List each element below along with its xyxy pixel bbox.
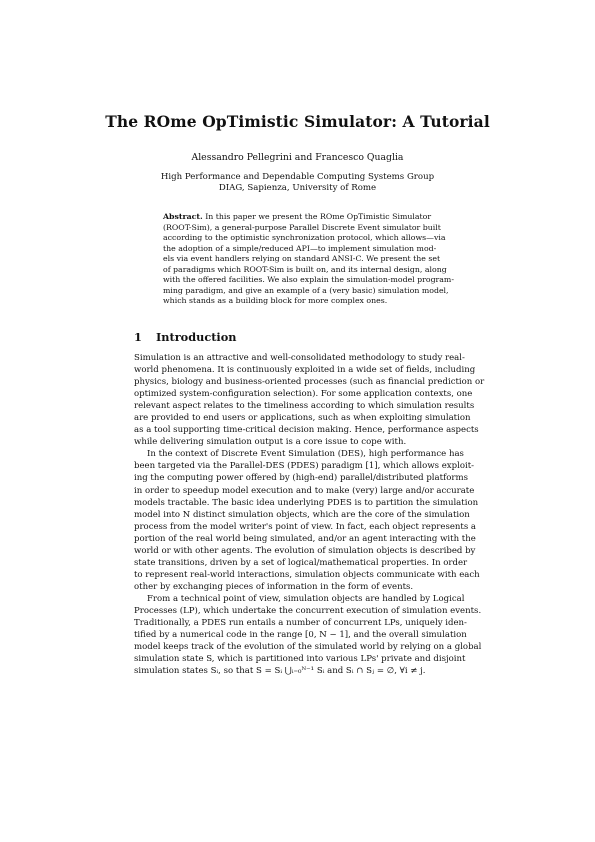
body-line: physics, biology and business-oriented processes (such as financial prediction or <box>134 377 485 388</box>
paper-affiliation <box>0 172 595 194</box>
section-title: Introduction <box>156 330 237 344</box>
body-line: are provided to end users or applications, such as when exploiting simulation <box>134 413 471 424</box>
body-line: portion of the real world being simulated, and/or an agent interacting with the <box>134 533 476 544</box>
abstract-label: Abstract. <box>163 212 203 221</box>
body-line: state transitions, driven by a set of logical/mathematical properties. In order <box>134 557 468 568</box>
body-line: From a technical point of view, simulation objects are handled by Logical <box>147 593 465 604</box>
paper-authors: Alessandro Pellegrini and Francesco Quaglia <box>191 152 404 163</box>
body-line: simulation state S, which is partitioned into various LPs' private and disjoint <box>134 654 466 665</box>
abstract-line: according to the optimistic synchronization protocol, which allows—via <box>163 233 446 242</box>
body-line: as a tool supporting time-critical decision making. Hence, performance aspects <box>134 425 479 436</box>
body-line: other by exchanging pieces of information in the form of events. <box>134 581 414 592</box>
abstract-line: ming paradigm, and give an example of a (very basic) simulation model, <box>163 285 449 295</box>
paper-title: The ROme OpTimistic Simulator: A Tutorial <box>105 112 490 131</box>
body-line: model into N distinct simulation objects, which are the core of the simulation <box>134 509 470 520</box>
body-line: tified by a numerical code in the range [0, N − 1], and the overall simulation <box>134 630 467 641</box>
affiliation-line: High Performance and Dependable Computing Systems Group <box>160 172 435 182</box>
abstract-line: which stands as a building block for more complex ones. <box>163 296 388 305</box>
body-line: simulation states Sᵢ, so that S = Sᵢ ⋃ᵢ₌₀ᴺ⁻¹ Sᵢ and Sᵢ ∩ Sⱼ = ∅, ∀i ≠ j. <box>134 666 426 677</box>
abstract-line: of paradigms which ROOT-Sim is built on, and its internal design, along <box>163 264 447 274</box>
body-line: optimized system-configuration selection). For some application contexts, one <box>134 389 473 400</box>
body-line: process from the model writer's point of view. In fact, each object represents a <box>134 521 477 532</box>
section-number: 1 <box>134 330 142 344</box>
body-line: in order to speedup model execution and to make (very) large and/or accurate <box>134 485 475 496</box>
abstract-line: Abstract. In this paper we present the ROme OpTimistic Simulator <box>163 212 432 221</box>
body-line: Simulation is an attractive and well-consolidated methodology to study real- <box>134 353 465 363</box>
body-line: Processes (LP), which undertake the concurrent execution of simulation events. <box>134 605 482 616</box>
body-line: world or with other agents. The evolution of simulation objects is described by <box>134 545 476 556</box>
section-heading <box>134 330 464 344</box>
body-line: world phenomena. It is continuously exploited in a wide set of fields, including <box>134 365 476 376</box>
body-line: to represent real-world interactions, simulation objects communicate with each <box>134 569 480 580</box>
body-line: model keeps track of the evolution of the simulated world by relying on a global <box>134 642 482 653</box>
abstract <box>163 212 455 307</box>
body-text <box>134 352 485 677</box>
body-line: ing the computing power offered by (high-end) parallel/distributed platforms <box>134 473 468 484</box>
body-line: In the context of Discrete Event Simulation (DES), high performance has <box>147 449 464 460</box>
abstract-line: with the offered facilities. We also explain the simulation-model program- <box>163 275 454 284</box>
abstract-line: (ROOT-Sim), a general-purpose Parallel Discrete Event simulator built <box>163 222 441 232</box>
body-line: relevant aspect relates to the timeliness according to which simulation results <box>134 401 475 412</box>
body-line: Traditionally, a PDES run entails a number of concurrent LPs, uniquely iden- <box>134 618 467 629</box>
abstract-line: els via event handlers relying on standard ANSI-C. We present the set <box>163 254 441 263</box>
body-line: models tractable. The basic idea underlying PDES is to partition the simulation <box>134 497 479 508</box>
affiliation-line: DIAG, Sapienza, University of Rome <box>218 183 377 193</box>
body-line: been targeted via the Parallel-DES (PDES) paradigm [1], which allows exploit- <box>134 461 475 472</box>
body-line: while delivering simulation output is a core issue to cope with. <box>134 437 407 448</box>
abstract-line: the adoption of a simple/reduced API—to implement simulation mod- <box>163 243 437 253</box>
